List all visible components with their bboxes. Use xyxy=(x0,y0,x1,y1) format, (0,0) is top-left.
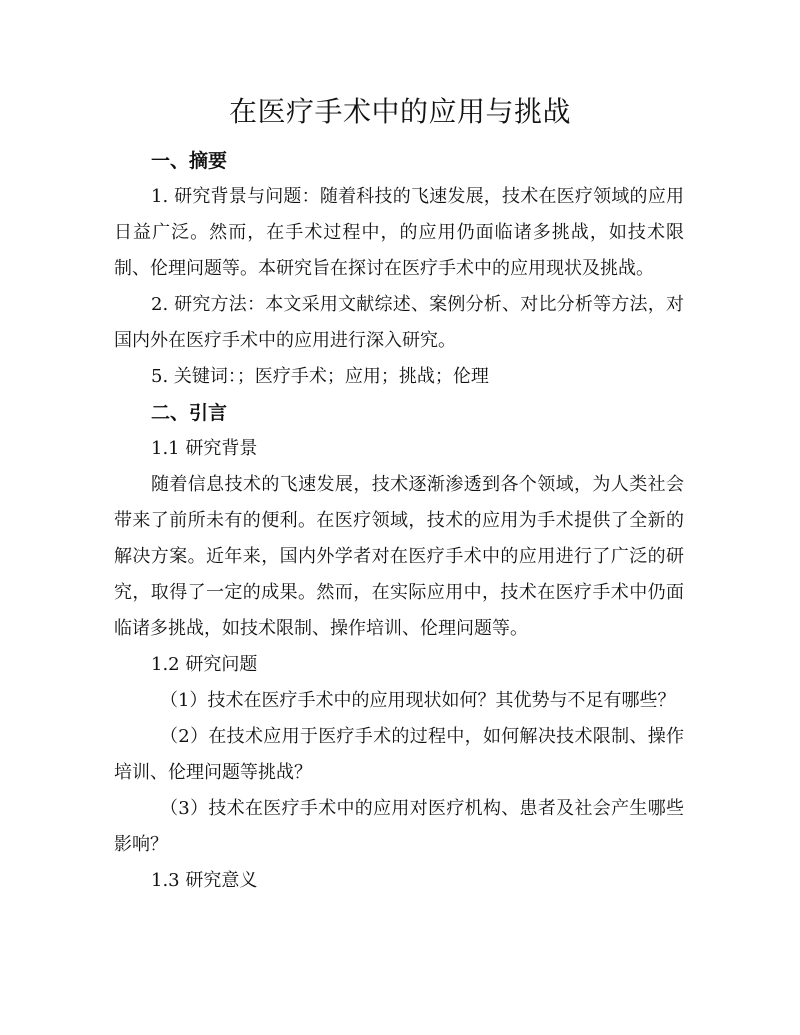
research-question-2: （2）在技术应用于医疗手术的过程中，如何解决技术限制、操作培训、伦理问题等挑战？ xyxy=(114,726,684,783)
subsection-heading-significance: 1.3 研究意义 xyxy=(151,870,258,891)
abstract-paragraph-keywords: 5. 关键词：；医疗手术；应用；挑战；伦理 xyxy=(151,366,489,387)
research-question-1: （1）技术在医疗手术中的应用现状如何？其优势与不足有哪些？ xyxy=(160,690,676,711)
abstract-paragraph-background: 1. 研究背景与问题：随着科技的飞速发展，技术在医疗领域的应用日益广泛。然而，在手术过程中，的应用仍面临诸多挑战，如技术限制、伦理问题等。本研究旨在探讨在医疗手术中的应用现状及挑战。 xyxy=(114,186,684,279)
subsection-heading-questions: 1.2 研究问题 xyxy=(151,654,258,675)
document-body xyxy=(114,143,684,899)
section-heading-abstract: 一、摘要 xyxy=(151,150,228,172)
document-title: 在医疗手术中的应用与挑战 xyxy=(228,95,571,128)
research-question-3: （3）技术在医疗手术中的应用对医疗机构、患者及社会产生哪些影响？ xyxy=(114,798,684,855)
abstract-paragraph-methods: 2. 研究方法：本文采用文献综述、案例分析、对比分析等方法，对国内外在医疗手术中的应用进行深入研究。 xyxy=(114,294,684,351)
intro-paragraph-background: 随着信息技术的飞速发展，技术逐渐渗透到各个领域，为人类社会带来了前所未有的便利。在医疗领域，技术的应用为手术提供了全新的解决方案。近年来，国内外学者对在医疗手术中的应用进行了广泛的研究，取得了一定的成果。然而，在实际应用中，技术在医疗手术中仍面临诸多挑战，如技术限制、操作培训、伦理问题等。 xyxy=(114,474,684,639)
subsection-heading-background: 1.1 研究背景 xyxy=(151,438,258,459)
section-heading-intro: 二、引言 xyxy=(151,402,228,424)
